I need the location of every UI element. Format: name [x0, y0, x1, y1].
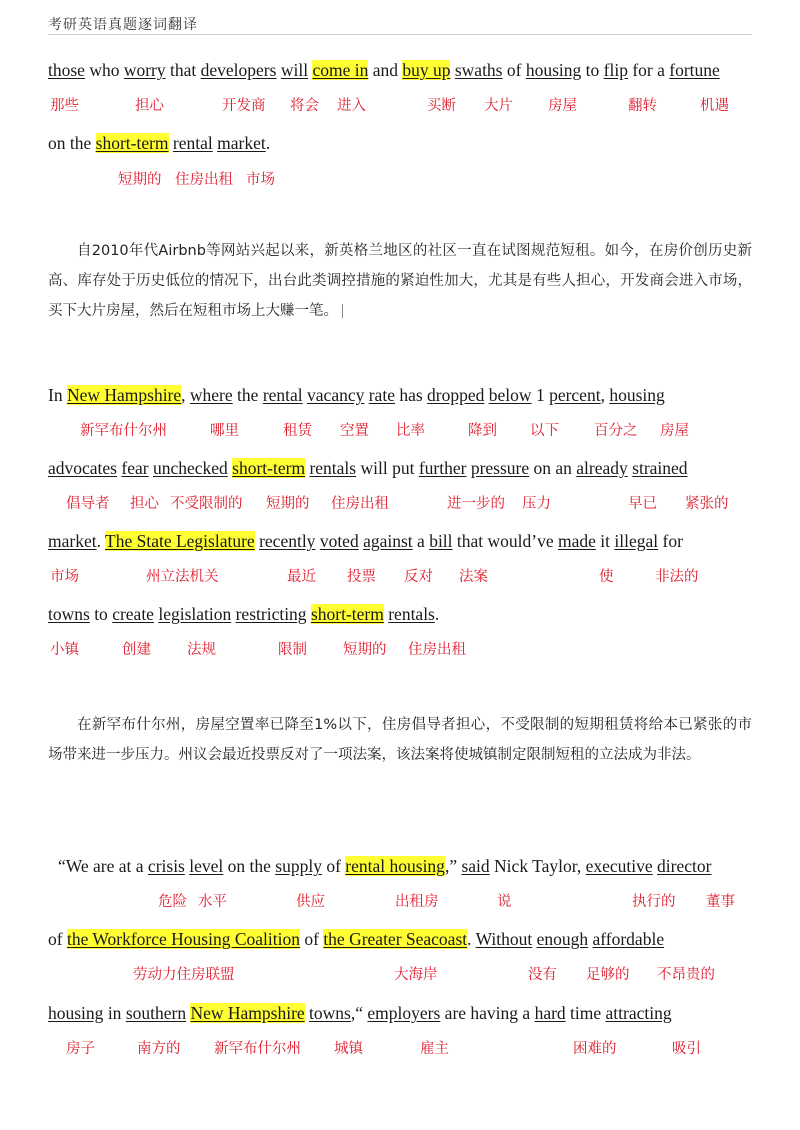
vocab-word: affordable [592, 929, 665, 949]
gloss-word: 吸引 [672, 1041, 701, 1057]
chinese-gloss-row [0, 1039, 800, 1061]
gloss-word: 住房出租 [175, 172, 233, 188]
gloss-word: 新罕布什尔州 [214, 1041, 301, 1057]
vocab-word: level [189, 856, 224, 876]
highlighted-vocab-word: the Greater Seacoast [323, 929, 468, 949]
gloss-word: 翻转 [628, 98, 657, 114]
gloss-word: 危险 [158, 894, 187, 910]
plain-text: has [394, 385, 428, 405]
chinese-gloss-row [0, 494, 800, 516]
plain-text: . [96, 531, 106, 551]
vocab-word: strained [632, 458, 688, 478]
plain-text: In [48, 385, 67, 405]
plain-text: for a [627, 60, 670, 80]
plain-text: who [84, 60, 124, 80]
vocab-word: director [657, 856, 712, 876]
english-line [48, 457, 688, 479]
vocab-word: legislation [158, 604, 232, 624]
vocab-word: recently [259, 531, 316, 551]
vocab-word: rental [172, 133, 213, 153]
highlighted-vocab-word: buy up [402, 60, 451, 80]
gloss-word: 住房出租 [408, 642, 466, 658]
vocab-word: advocates [48, 458, 117, 478]
plain-text: in [103, 1003, 126, 1023]
gloss-word: 哪里 [210, 423, 239, 439]
vocab-word: hard [534, 1003, 566, 1023]
gloss-word: 紧张的 [685, 496, 729, 512]
gloss-word: 短期的 [118, 172, 162, 188]
vocab-word: create [112, 604, 154, 624]
gloss-word: 小镇 [50, 642, 79, 658]
vocab-word: unchecked [152, 458, 228, 478]
plain-text: 1 [531, 385, 550, 405]
plain-text: a [412, 531, 430, 551]
highlighted-vocab-word: New Hampshire [190, 1003, 305, 1023]
vocab-word: illegal [614, 531, 659, 551]
gloss-word: 南方的 [137, 1041, 181, 1057]
gloss-word: 百分之 [594, 423, 638, 439]
gloss-word: 最近 [287, 569, 316, 585]
chinese-gloss-row [0, 892, 800, 914]
vocab-word: supply [275, 856, 322, 876]
plain-text: , [600, 385, 610, 405]
gloss-word: 进入 [337, 98, 366, 114]
vocab-word: rental [262, 385, 303, 405]
gloss-word: 劳动力住房联盟 [133, 967, 235, 983]
plain-text: will put [356, 458, 419, 478]
vocab-word: fortune [669, 60, 720, 80]
vocab-word: employers [367, 1003, 441, 1023]
vocab-word: already [576, 458, 628, 478]
plain-text: Nick Taylor, [489, 856, 586, 876]
header-divider [48, 34, 752, 35]
chinese-gloss-row [0, 96, 800, 118]
chinese-gloss-row [0, 965, 800, 987]
vocab-word: vacancy [307, 385, 365, 405]
plain-text: of [299, 929, 324, 949]
gloss-word: 水平 [198, 894, 227, 910]
plain-text: of [321, 856, 346, 876]
vocab-word: market [217, 133, 266, 153]
vocab-word: where [189, 385, 233, 405]
gloss-word: 城镇 [334, 1041, 363, 1057]
vocab-word: swaths [454, 60, 503, 80]
highlighted-vocab-word: rental housing [345, 856, 445, 876]
vocab-word: attracting [605, 1003, 672, 1023]
vocab-word: housing [609, 385, 665, 405]
highlighted-vocab-word: come in [312, 60, 369, 80]
gloss-word: 非法的 [655, 569, 699, 585]
vocab-word: towns [48, 604, 90, 624]
gloss-word: 执行的 [632, 894, 676, 910]
vocab-word: against [363, 531, 413, 551]
vocab-word: will [280, 60, 309, 80]
vocab-word: said [461, 856, 490, 876]
english-line [48, 928, 664, 950]
vocab-word: fear [121, 458, 149, 478]
english-line [48, 530, 683, 552]
gloss-word: 短期的 [266, 496, 310, 512]
gloss-word: 足够的 [586, 967, 630, 983]
plain-text: that would’ve [452, 531, 558, 551]
gloss-word: 压力 [522, 496, 551, 512]
plain-text: on the [48, 133, 96, 153]
highlighted-vocab-word: short-term [95, 133, 169, 153]
plain-text: to [89, 604, 113, 624]
gloss-word: 新罕布什尔州 [80, 423, 167, 439]
translation-text: 在新罕布什尔州，房屋空置率已降至1%以下，住房倡导者担心，不受限制的短期租赁将给本已紧张的市场带来进一步压力。州议会最近投票反对了一项法案，该法案将使城镇制定限制短租的立法成为非法。 [48, 717, 752, 763]
plain-text: ,“ [350, 1003, 368, 1023]
gloss-word: 担心 [130, 496, 159, 512]
vocab-word: housing [525, 60, 582, 80]
gloss-word: 大海岸 [394, 967, 438, 983]
gloss-word: 租赁 [283, 423, 312, 439]
gloss-word: 创建 [122, 642, 151, 658]
gloss-word: 将会 [290, 98, 319, 114]
gloss-word: 使 [599, 569, 614, 585]
plain-text: . [265, 133, 271, 153]
vocab-word: further [418, 458, 467, 478]
gloss-word: 董事 [706, 894, 735, 910]
gloss-word: 那些 [50, 98, 79, 114]
gloss-word: 比率 [396, 423, 425, 439]
plain-text: . [434, 604, 440, 624]
gloss-word: 投票 [347, 569, 376, 585]
gloss-word: 不受限制的 [170, 496, 243, 512]
highlighted-vocab-word: short-term [232, 458, 306, 478]
vocab-word: market [48, 531, 97, 551]
gloss-word: 雇主 [420, 1041, 449, 1057]
gloss-word: 早已 [628, 496, 657, 512]
gloss-word: 机遇 [700, 98, 729, 114]
page-header-title: 考研英语真题逐词翻译 [48, 17, 198, 33]
gloss-word: 倡导者 [66, 496, 110, 512]
highlighted-vocab-word: short-term [310, 604, 384, 624]
translation-paragraph [48, 710, 752, 770]
plain-text: for [658, 531, 683, 551]
plain-text: and [368, 60, 403, 80]
chinese-gloss-row [0, 640, 800, 662]
vocab-word: flip [603, 60, 628, 80]
vocab-word: housing [48, 1003, 104, 1023]
vocab-word: percent [549, 385, 601, 405]
gloss-word: 供应 [296, 894, 325, 910]
vocab-word: southern [125, 1003, 187, 1023]
plain-text: are having a [440, 1003, 535, 1023]
vocab-word: made [558, 531, 596, 551]
gloss-word: 担心 [135, 98, 164, 114]
gloss-word: 市场 [246, 172, 275, 188]
vocab-word: developers [200, 60, 277, 80]
gloss-word: 法规 [187, 642, 216, 658]
vocab-word: towns [309, 1003, 351, 1023]
gloss-word: 说 [497, 894, 512, 910]
gloss-word: 法案 [459, 569, 488, 585]
gloss-word: 市场 [50, 569, 79, 585]
gloss-word: 以下 [530, 423, 559, 439]
plain-text: time [565, 1003, 606, 1023]
gloss-word: 限制 [278, 642, 307, 658]
english-line [58, 855, 711, 877]
vocab-word: rentals [309, 458, 357, 478]
vocab-word: crisis [147, 856, 185, 876]
plain-text: it [595, 531, 615, 551]
gloss-word: 州立法机关 [146, 569, 219, 585]
english-line [48, 132, 270, 154]
plain-text: . [467, 929, 476, 949]
plain-text: of [502, 60, 526, 80]
plain-text: on an [529, 458, 577, 478]
english-line [48, 59, 720, 81]
plain-text: of [48, 929, 67, 949]
translation-paragraph [48, 236, 752, 326]
vocab-word: executive [585, 856, 653, 876]
gloss-word: 出租房 [395, 894, 439, 910]
highlighted-vocab-word: New Hampshire [66, 385, 182, 405]
plain-text: ,” [444, 856, 462, 876]
english-line [48, 384, 665, 406]
gloss-word: 短期的 [343, 642, 387, 658]
plain-text: , [181, 385, 190, 405]
english-line [48, 603, 439, 625]
text-cursor [342, 304, 343, 318]
gloss-word: 降到 [468, 423, 497, 439]
gloss-word: 进一步的 [447, 496, 505, 512]
vocab-word: restricting [235, 604, 307, 624]
gloss-word: 开发商 [222, 98, 266, 114]
gloss-word: 反对 [404, 569, 433, 585]
vocab-word: dropped [427, 385, 485, 405]
vocab-word: below [488, 385, 532, 405]
gloss-word: 空置 [340, 423, 369, 439]
plain-text: that [165, 60, 201, 80]
vocab-word: worry [123, 60, 166, 80]
gloss-word: 没有 [528, 967, 557, 983]
gloss-word: 房子 [66, 1041, 95, 1057]
gloss-word: 大片 [484, 98, 513, 114]
vocab-word: rentals [388, 604, 435, 624]
gloss-word: 住房出租 [331, 496, 389, 512]
highlighted-vocab-word: the Workforce Housing Coalition [66, 929, 300, 949]
gloss-word: 房屋 [660, 423, 689, 439]
gloss-word: 困难的 [573, 1041, 617, 1057]
vocab-word: enough [536, 929, 589, 949]
chinese-gloss-row [0, 567, 800, 589]
vocab-word: voted [319, 531, 359, 551]
gloss-word: 房屋 [548, 98, 577, 114]
plain-text: the [232, 385, 263, 405]
chinese-gloss-row [0, 170, 800, 192]
vocab-word: Without [475, 929, 533, 949]
gloss-word: 买断 [427, 98, 456, 114]
vocab-word: those [48, 60, 85, 80]
plain-text: on the [223, 856, 276, 876]
plain-text: to [581, 60, 604, 80]
gloss-word: 不昂贵的 [657, 967, 715, 983]
vocab-word: rate [368, 385, 395, 405]
english-line [48, 1002, 672, 1024]
highlighted-vocab-word: The State Legislature [105, 531, 255, 551]
vocab-word: bill [429, 531, 453, 551]
translation-text: 自2010年代Airbnb等网站兴起以来，新英格兰地区的社区一直在试图规范短租。如今，在房价创历史新高、库存处于历史低位的情况下，出台此类调控措施的紧迫性加大，尤其是有些人担心，开发商会进入市场，买下大片房屋，然后在短租市场上大赚一笔。 [48, 243, 752, 319]
vocab-word: pressure [470, 458, 530, 478]
plain-text: “We are at a [58, 856, 148, 876]
chinese-gloss-row [0, 421, 800, 443]
